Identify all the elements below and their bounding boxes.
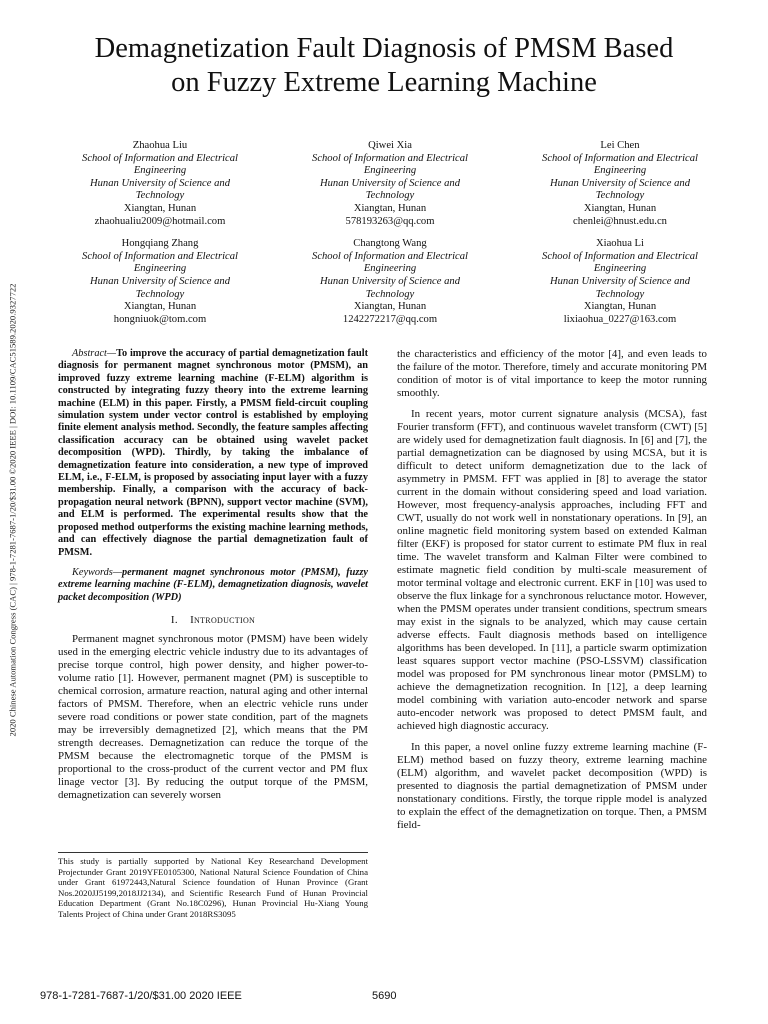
author-affiliation: Hunan University of Science and [89, 275, 231, 287]
author-affiliation: Technology [365, 190, 415, 202]
author-affiliation: Hunan University of Science and [549, 177, 691, 189]
footer-copyright: 978-1-7281-7687-1/20/$31.00 2020 IEEE [40, 990, 242, 1002]
author-card [290, 238, 490, 326]
author-name: Hongqiang Zhang [121, 238, 199, 250]
paper-title [40, 32, 728, 100]
author-city: Xiangtan, Hunan [583, 301, 657, 313]
author-affiliation: School of Information and Electrical [312, 250, 468, 262]
intro-paragraph-3: In this paper, a novel online fuzzy extreme learning machine (F-ELM) method based on fuzzy theory, extreme learning machine (ELM) algorithm, and wavelet packet decomposition (WPD) is presented to diagnosis the partial demagnetization of PMSM under nonstationary conditions. Firstly, the torque ripple model is analyzed to explain the effect of the demagnetization on torque. Then, a PMSM field- [397, 741, 707, 831]
author-affiliation: Engineering [593, 165, 647, 177]
author-city: Xiangtan, Hunan [123, 301, 197, 313]
author-affiliation: Hunan University of Science and [89, 177, 231, 189]
title-line-1: Demagnetization Fault Diagnosis of PMSM Based [94, 33, 674, 64]
author-name: Xiaohua Li [596, 238, 644, 250]
author-block [60, 140, 720, 336]
right-column [397, 348, 707, 840]
author-affiliation: Engineering [133, 263, 187, 275]
side-note-text: 2020 Chinese Automation Congress (CAC) | 978-1-7281-7687-1/20/$31.00 ©2020 IEEE | DOI: 10.1109/CAC51589.2020.9327722 [7, 283, 18, 737]
intro-paragraph-continued: the characteristics and efficiency of the motor [4], and even leads to the failure of the motor. Therefore, timely and accurate monitoring PM condition of motor is of vital importance to keep the motor running smoothly. [397, 348, 707, 399]
author-affiliation: Engineering [133, 165, 187, 177]
author-email[interactable]: 578193263@qq.com [345, 215, 435, 227]
author-city: Xiangtan, Hunan [353, 301, 427, 313]
author-affiliation: Hunan University of Science and [549, 275, 691, 287]
author-affiliation: Engineering [593, 263, 647, 275]
author-affiliation: Engineering [363, 263, 417, 275]
author-affiliation: Technology [135, 190, 185, 202]
keywords [58, 567, 368, 604]
section-title: Introduction [190, 614, 256, 627]
author-affiliation: Technology [595, 190, 645, 202]
author-name: Changtong Wang [353, 238, 427, 250]
section-number: I. [170, 614, 178, 627]
title-line-2: on Fuzzy Extreme Learning Machine [171, 67, 597, 98]
intro-paragraph-1: Permanent magnet synchronous motor (PMSM) have been widely used in the emerging electric vehicle industry due to its advantages of precise torque control, high power density, and higher power-to-volume ratio [1]. However, permanent magnet (PM) is susceptible to chemical corrosion, armature reaction, natural aging and other internal factors of PMSM. Therefore, when an electric vehicle runs under severe road conditions or power state condition, part of the magnets may be irreversibly demagnetized [2], which means that the PM strength decreases. Demagnetization can reduce the torque of the PMSM because the electromagnetic torque of the PMSM is proportional to the cross-product of the current vector and PM flux linage vector [3]. By reducing the output torque of the PMSM, demagnetization can severely worsen [58, 633, 368, 802]
author-card [520, 140, 720, 228]
author-name: Lei Chen [600, 140, 640, 151]
author-row-2 [60, 238, 720, 326]
author-affiliation: School of Information and Electrical [82, 250, 238, 262]
side-doi-strip [6, 250, 18, 770]
abstract-body: To improve the accuracy of partial demagnetization fault diagnosis for permanent magnet synchronous motor (PMSM), an improved fuzzy extreme learning machine (F-ELM) algorithm is constructed by integrating fuzzy theory into the extreme learning machine (ELM) in this paper. Firstly, a PMSM field-circuit coupling simulation system under vector control is established by employing finite element analysis method. Secondly, the feature samples affecting classification accuracy can be obtained using wavelet packet decomposition (WPD). Thirdly, by taking the imbalance of demagnetization feature into consideration, a new type of improved ELM, i.e., F-ELM, is proposed by associating input layer with a fuzzy membership. Finally, a comparison with the accuracy of back-propagation neural network (BPNN), support vector machine (SVM), and ELM is performed. The experimental results show that the proposed method outperforms the existing machine learning methods, and can effectively diagnose the partial demagnetization fault of PMSM. [58, 348, 368, 558]
section-heading-introduction [58, 614, 368, 627]
left-column [58, 348, 368, 810]
author-email[interactable]: hongniuok@tom.com [113, 313, 207, 325]
author-city: Xiangtan, Hunan [353, 202, 427, 214]
author-card [520, 238, 720, 326]
author-name: Qiwei Xia [368, 140, 412, 151]
author-name: Zhaohua Liu [132, 140, 188, 151]
author-affiliation: School of Information and Electrical [312, 152, 468, 164]
author-card [60, 140, 260, 228]
author-row-1 [60, 140, 720, 228]
author-city: Xiangtan, Hunan [123, 202, 197, 214]
author-card [290, 140, 490, 228]
intro-paragraph-2: In recent years, motor current signature analysis (MCSA), fast Fourier transform (FFT), and continuous wavelet transform (CWT) [5] are widely used for demagnetization fault diagnosis. In [6] and [7], the partial demagnetization can be diagnosed by using MCSA, but it is difficult to detect uniform demagnetization due to the lack of asymmetry in PMSM. FFT was applied in [8] to average the stator current in the domain without considering speed and load variation. However, most frequency-analysis approaches, including FFT and CWT, usually do not work well in nonstationary operations. In [9], an online magnetic field monitoring system based on extended Kalman filter (EKF) is proposed for stator current to estimate PM flux in real time. The wavelet transform and Kalman Filter were combined to estimate magnetic field condition by multi-scale measurement of motor terminal voltage and electronic current. EKF in [10] was used to observe the flux linkage for a synchronous reluctance motor. However, when the PMSM operates under transient conditions, spectrum smears may exist in the signals to be analyzed, which may cause certain adverse effects. Fault diagnosis methods based on intelligence algorithms has been developed. In [11], a particle swarm optimization least squares support vector machine (PSO-LSSVM) classification model was proposed for PM synchronous linear motor (PMSLM) to achieve the demagnetization recognition. In [12], a deep learning model combining with variation auto-encoder network and sparse auto-encoder network was proposed to detect PMSM fault, and achieved high diagnostic accuracy. [397, 408, 707, 732]
author-affiliation: School of Information and Electrical [542, 250, 698, 262]
author-affiliation: School of Information and Electrical [542, 152, 698, 164]
author-affiliation: Hunan University of Science and [319, 275, 461, 287]
author-affiliation: Technology [135, 288, 185, 300]
author-affiliation: Hunan University of Science and [319, 177, 461, 189]
page-number: 5690 [372, 990, 397, 1002]
abstract [58, 348, 368, 559]
author-email[interactable]: lixiaohua_0227@163.com [563, 313, 677, 325]
author-email[interactable]: zhaohualiu2009@hotmail.com [94, 215, 226, 227]
keywords-lead: Keywords— [72, 566, 122, 578]
abstract-lead: Abstract— [72, 348, 117, 359]
keywords-body: permanent magnet synchronous motor (PMSM), fuzzy extreme learning machine (F-ELM), demagnetization diagnosis, wavelet packet decomposition (WPD) [58, 566, 368, 603]
author-affiliation: Engineering [363, 165, 417, 177]
author-affiliation: Technology [595, 288, 645, 300]
funding-footnote: This study is partially supported by National Key Researchand Development Projectunder Grant 2019YFE0105300, National Natural Science Foundation of China under Grant 61972443,Natural Science foundation of Hunan Province (Grant Nos.2020JJ5199,2018JJ2134), and Scientific Research Fund of Hunan Provincial Education Department (Grant No.18C0296), Hunan Provincial Hu-Xiang Young Talents Project of China under Grant 2018RS3095 [58, 852, 368, 920]
author-affiliation: School of Information and Electrical [82, 152, 238, 164]
author-card [60, 238, 260, 326]
author-email[interactable]: 1242272217@qq.com [342, 313, 438, 325]
author-email[interactable]: chenlei@hnust.edu.cn [573, 215, 667, 227]
author-affiliation: Technology [365, 288, 415, 300]
author-city: Xiangtan, Hunan [583, 202, 657, 214]
